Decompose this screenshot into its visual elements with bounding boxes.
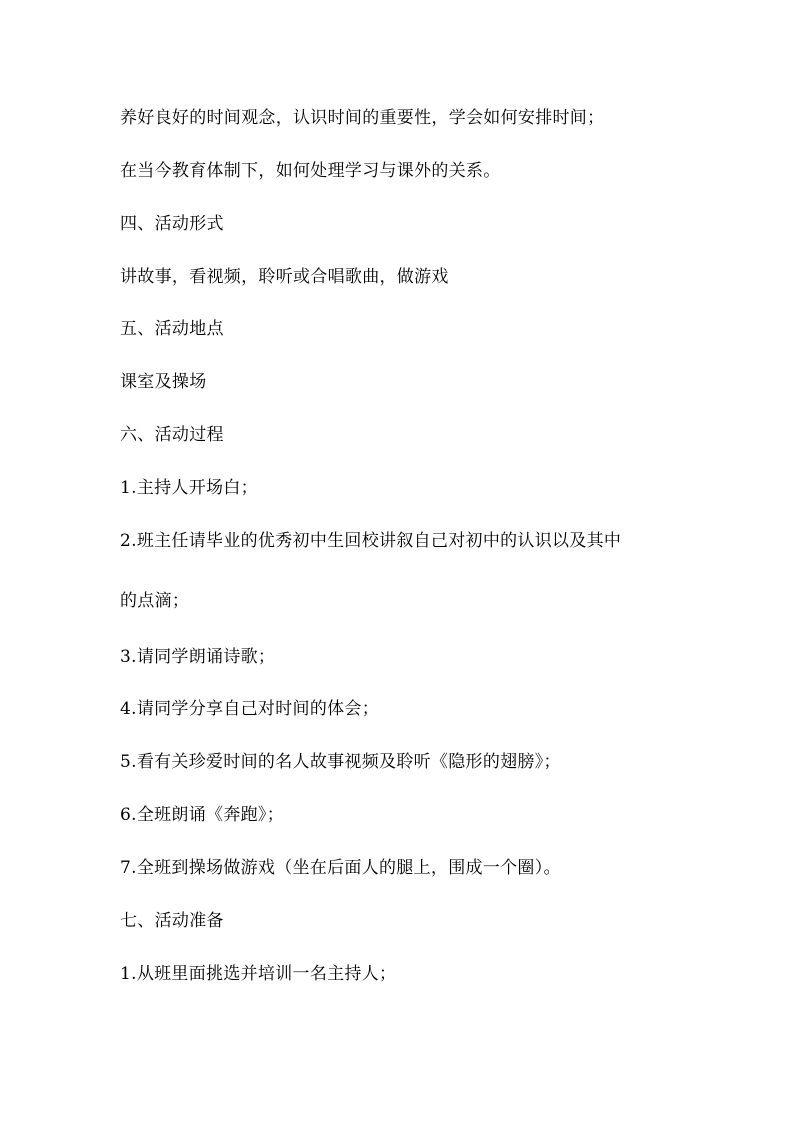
process-step-6: 6.全班朗诵《奔跑》；	[120, 805, 285, 825]
process-step-1: 1.主持人开场白；	[120, 478, 258, 498]
preparation-item-1: 1.从班里面挑选并培训一名主持人；	[120, 964, 397, 984]
process-step-2-continued: 的点滴；	[120, 591, 190, 611]
process-step-2: 2.班主任请毕业的优秀初中生回校讲叙自己对初中的认识以及其中	[120, 531, 622, 551]
form-content: 讲故事，看视频，聆听或合唱歌曲，做游戏	[120, 267, 449, 287]
objective-line-2: 在当今教育体制下，如何处理学习与课外的关系。	[120, 161, 501, 181]
process-step-3: 3.请同学朗诵诗歌；	[120, 647, 276, 667]
process-step-5: 5.看有关珍爱时间的名人故事视频及聆听《隐形的翅膀》；	[120, 752, 561, 772]
objective-line-1: 养好良好的时间观念，认识时间的重要性，学会如何安排时间；	[120, 108, 605, 128]
section-heading-preparation: 七、活动准备	[120, 911, 224, 931]
section-heading-process: 六、活动过程	[120, 425, 224, 445]
section-heading-form: 四、活动形式	[120, 214, 224, 234]
section-heading-location: 五、活动地点	[120, 319, 224, 339]
process-step-7: 7.全班到操场做游戏（坐在后面人的腿上，围成一个圈）。	[120, 858, 561, 878]
location-content: 课室及操场	[120, 372, 207, 392]
process-step-4: 4.请同学分享自己对时间的体会；	[120, 699, 380, 719]
